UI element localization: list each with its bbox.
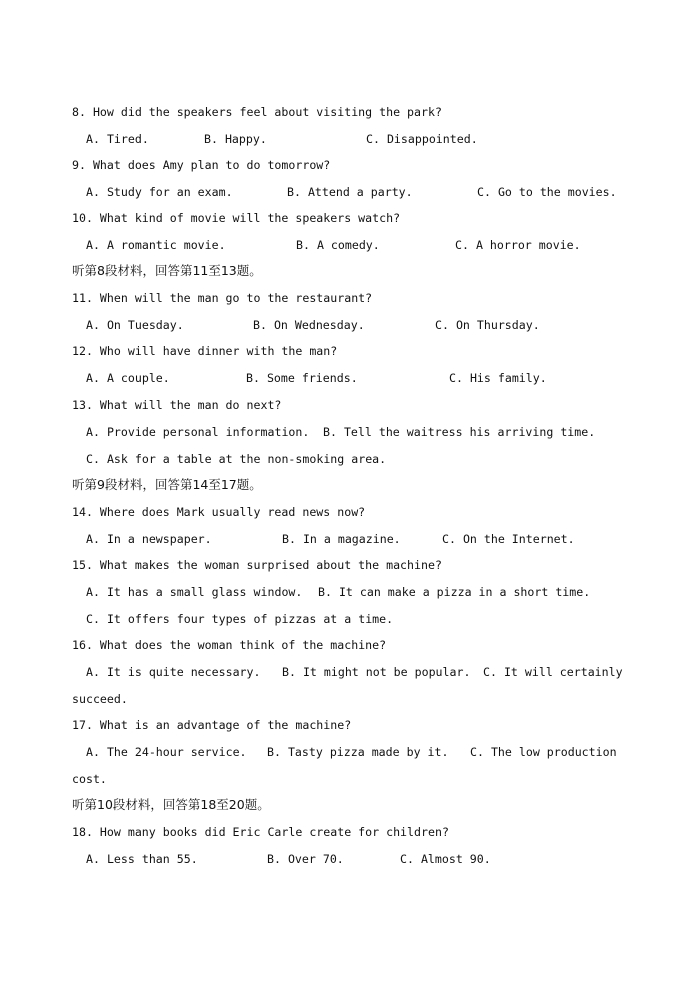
question-8-option-c: C. Disappointed. [366, 132, 478, 146]
question-11-option-c: C. On Thursday. [435, 318, 540, 332]
question-17-option-a: A. The 24-hour service. [86, 745, 247, 759]
question-14-option-a: A. In a newspaper. [86, 532, 212, 546]
question-16-option-c: C. It will certainly [483, 665, 623, 679]
question-14-stem: 14. Where does Mark usually read news now? [72, 505, 366, 519]
question-8-option-b: B. Happy. [204, 132, 267, 146]
question-17-stem: 17. What is an advantage of the machine? [72, 718, 352, 732]
question-18-option-b: B. Over 70. [267, 852, 344, 866]
question-13-option-a: A. Provide personal information. [86, 425, 310, 439]
question-18-option-a: A. Less than 55. [86, 852, 198, 866]
section-9-instruction: 听第9段材料，回答第14至17题。 [72, 477, 262, 492]
question-8-option-a: A. Tired. [86, 132, 149, 146]
question-15-option-a: A. It has a small glass window. [86, 585, 303, 599]
question-13-stem: 13. What will the man do next? [72, 398, 282, 412]
question-9-option-c: C. Go to the movies. [477, 185, 617, 199]
section-10-instruction: 听第10段材料，回答第18至20题。 [72, 797, 270, 812]
question-9-stem: 9. What does Amy plan to do tomorrow? [72, 158, 331, 172]
question-10-option-c: C. A horror movie. [455, 238, 581, 252]
question-16-stem: 16. What does the woman think of the machine? [72, 638, 387, 652]
question-10-option-a: A. A romantic movie. [86, 238, 226, 252]
question-17-option-c: C. The low production [470, 745, 617, 759]
question-18-option-c: C. Almost 90. [400, 852, 491, 866]
question-13-option-c: C. Ask for a table at the non-smoking area. [86, 452, 387, 466]
question-11-option-b: B. On Wednesday. [253, 318, 365, 332]
question-14-option-b: B. In a magazine. [282, 532, 401, 546]
question-12-option-a: A. A couple. [86, 371, 170, 385]
question-13-option-b: B. Tell the waitress his arriving time. [323, 425, 596, 439]
question-10-stem: 10. What kind of movie will the speakers watch? [72, 211, 401, 225]
question-9-option-b: B. Attend a party. [287, 185, 413, 199]
question-16-option-b: B. It might not be popular. [282, 665, 471, 679]
question-18-stem: 18. How many books did Eric Carle create for children? [72, 825, 449, 839]
question-12-stem: 12. Who will have dinner with the man? [72, 344, 338, 358]
question-15-option-b: B. It can make a pizza in a short time. [318, 585, 591, 599]
question-12-option-c: C. His family. [449, 371, 547, 385]
question-12-option-b: B. Some friends. [246, 371, 358, 385]
question-16-option-a: A. It is quite necessary. [86, 665, 261, 679]
question-15-option-c: C. It offers four types of pizzas at a time. [86, 612, 394, 626]
question-15-stem: 15. What makes the woman surprised about the machine? [72, 558, 442, 572]
question-17-option-b: B. Tasty pizza made by it. [267, 745, 449, 759]
question-11-option-a: A. On Tuesday. [86, 318, 184, 332]
question-8-stem: 8. How did the speakers feel about visiting the park? [72, 105, 442, 119]
question-9-option-a: A. Study for an exam. [86, 185, 233, 199]
section-8-instruction: 听第8段材料，回答第11至13题。 [72, 263, 262, 278]
question-10-option-b: B. A comedy. [296, 238, 380, 252]
question-11-stem: 11. When will the man go to the restaurant? [72, 291, 373, 305]
question-17-option-c-continued: cost. [72, 772, 107, 786]
question-14-option-c: C. On the Internet. [442, 532, 575, 546]
question-16-option-c-continued: succeed. [72, 692, 128, 706]
